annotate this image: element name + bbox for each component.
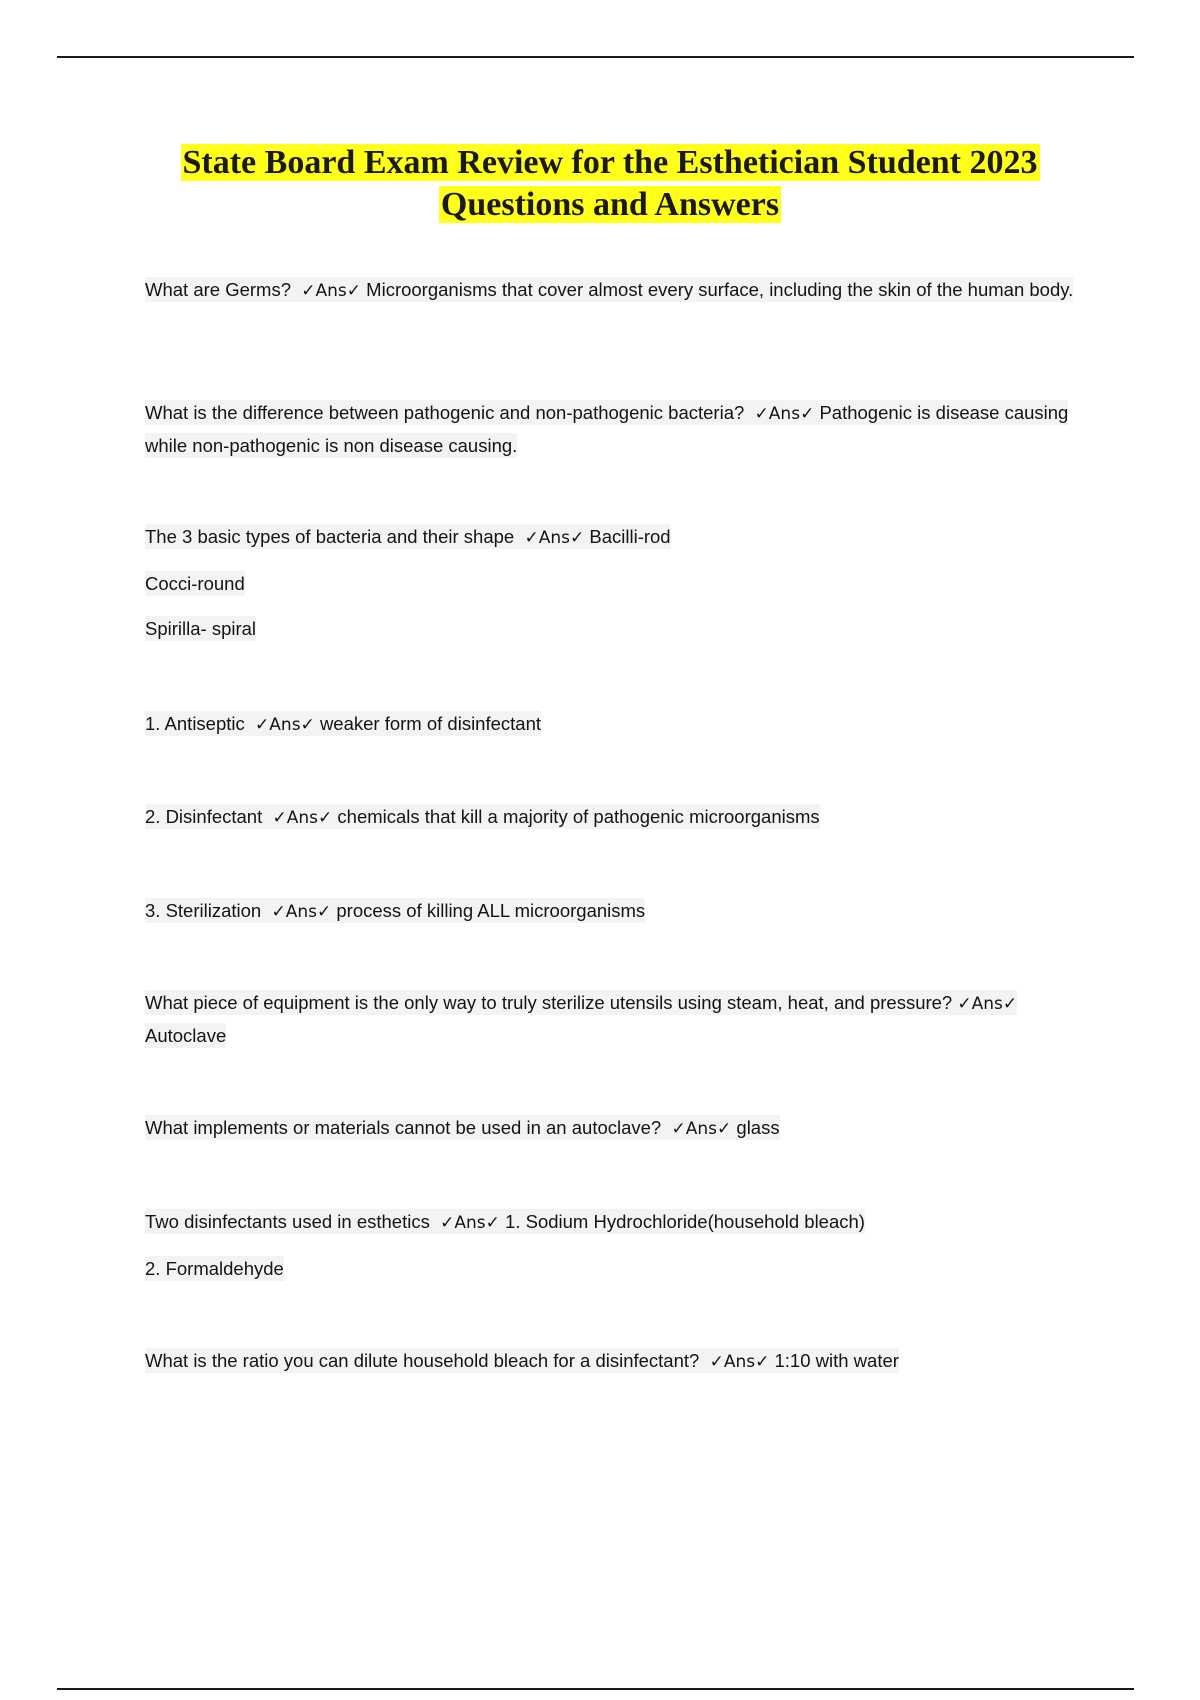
question-text: Two disinfectants used in esthetics	[145, 1211, 430, 1232]
qa-item-germs	[145, 274, 1090, 307]
answer-text: 1:10 with water	[774, 1350, 899, 1371]
answer-marker: ✓Ans✓	[709, 1352, 770, 1372]
answer-marker: ✓Ans✓	[301, 281, 362, 301]
qa-item-bleach-ratio	[145, 1345, 1090, 1378]
question-text: What piece of equipment is the only way to truly sterilize utensils using steam, heat, and pressure?	[145, 992, 953, 1013]
answer-marker: ✓Ans✓	[671, 1119, 732, 1139]
qa-item-disinfectant	[145, 801, 1090, 834]
answer-text: Pathogenic is disease causing while non-pathogenic is non disease causing.	[145, 402, 1069, 456]
question-text: What is the difference between pathogenic and non-pathogenic bacteria?	[145, 402, 745, 423]
answer-line-cocci: Cocci-round	[145, 573, 245, 594]
question-text: What are Germs?	[145, 279, 291, 300]
answer-text: glass	[736, 1117, 780, 1138]
qa-item-autoclave-materials	[145, 1112, 1090, 1145]
answer-line-spirilla: Spirilla- spiral	[145, 618, 257, 639]
answer-marker: ✓Ans✓	[524, 528, 585, 548]
qa-item-bacteria-types	[145, 521, 1090, 644]
answer-text: chemicals that kill a majority of pathogenic microorganisms	[337, 806, 820, 827]
question-text: What is the ratio you can dilute household bleach for a disinfectant?	[145, 1350, 700, 1371]
answer-marker: ✓Ans✓	[440, 1213, 500, 1233]
answer-text: Microorganisms that cover almost every surface, including the skin of the human body.	[366, 279, 1074, 300]
answer-line-formaldehyde: 2. Formaldehyde	[145, 1258, 284, 1279]
answer-text: 1. Sodium Hydrochloride(household bleach)	[505, 1211, 865, 1232]
answer-text: Autoclave	[145, 1025, 227, 1046]
answer-text: Bacilli-rod	[589, 526, 671, 547]
qa-item-sterilization	[145, 895, 1090, 928]
answer-marker: ✓Ans✓	[957, 994, 1018, 1014]
document-title-text: State Board Exam Review for the Esthetician Student 2023 Questions and Answers	[182, 144, 1038, 223]
answer-marker: ✓Ans✓	[255, 715, 315, 735]
top-rule	[57, 56, 1134, 58]
question-text: 3. Sterilization	[145, 900, 262, 921]
qa-item-pathogenic	[145, 397, 1090, 461]
qa-item-two-disinfectants	[145, 1206, 1090, 1284]
question-text: What implements or materials cannot be used in an autoclave?	[145, 1117, 662, 1138]
qa-item-antiseptic	[145, 708, 1090, 741]
question-text: 2. Disinfectant	[145, 806, 263, 827]
answer-marker: ✓Ans✓	[754, 404, 815, 424]
bottom-rule	[57, 1688, 1134, 1690]
answer-text: process of killing ALL microorganisms	[336, 900, 646, 921]
answer-marker: ✓Ans✓	[271, 902, 332, 922]
answer-marker: ✓Ans✓	[272, 808, 333, 828]
qa-item-autoclave	[145, 987, 1090, 1051]
question-text: 1. Antiseptic	[145, 713, 245, 734]
document-title	[140, 142, 1080, 226]
question-text: The 3 basic types of bacteria and their shape	[145, 526, 515, 547]
answer-text: weaker form of disinfectant	[319, 713, 542, 734]
